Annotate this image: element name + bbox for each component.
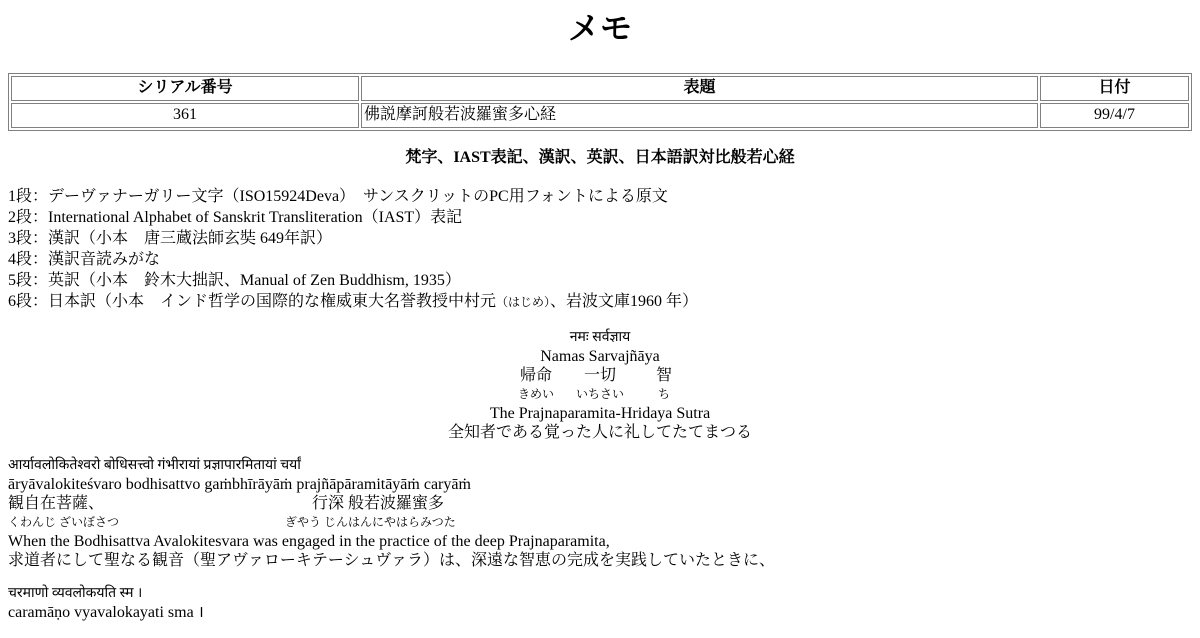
row-legend (8, 186, 1192, 312)
legend-line-6-tail: 、岩波文庫1960 年） (550, 292, 699, 310)
date-cell: 99/4/7 (1040, 103, 1189, 128)
legend-line-1: 1段：デーヴァナーガリー文字（ISO15924Deva） サンスクリットのPC用フォントによる原文 (8, 187, 668, 205)
legend-line-4: 4段：漢訳音読みがな (8, 250, 161, 268)
opening-kanji-3: 智 (655, 366, 672, 384)
verse-1-ruby-a: くわんじ ざいぼさつ (8, 514, 120, 529)
legend-line-3: 3段：漢訳（小本 唐三蔵法師玄奘 649年訳） (8, 229, 333, 247)
verse-1 (8, 456, 1192, 570)
table-header-row (11, 76, 1189, 101)
legend-line-2: 2段：International Alphabet of Sanskrit Transliteration（IAST）表記 (8, 208, 463, 226)
opening-ruby-1: きめい (517, 386, 554, 401)
page-title: メモ (567, 9, 632, 47)
legend-line-5: 5段：英訳（小本 鈴木大拙訳、Manual of Zen Buddhism, 1935） (8, 271, 461, 289)
opening-ruby (8, 385, 1192, 404)
opening-ruby-2: いちさい (575, 386, 624, 401)
title-cell: 佛説摩訶般若波羅蜜多心経 (361, 103, 1038, 128)
verse-1-kanji (8, 494, 1192, 513)
opening-kanji (8, 366, 1192, 385)
memo-page (0, 8, 1200, 622)
verse-2-iast: caramāṇo vyavalokayati sma । (8, 603, 204, 621)
opening-english: The Prajnaparamita-Hridaya Sutra (489, 404, 711, 422)
opening-ruby-3: ち (657, 386, 670, 401)
verse-1-ruby-b: ぎやう じんはんにやはらみつた (285, 514, 456, 529)
opening-kanji-1: 帰命 (519, 366, 552, 384)
legend-line-6 (8, 291, 1192, 312)
verse-2-devanagari: चरमाणो व्यवलोकयति स्म । (8, 585, 143, 601)
title-header: 表題 (361, 76, 1038, 101)
verse-1-ruby (8, 513, 1192, 532)
verse-1-japanese: 求道者にして聖なる観音（聖アヴァローキテーシュヴァラ）は、深遠な智恵の完成を実践していたときに、 (8, 551, 776, 569)
verse-1-kanji-b: 行深 般若波羅蜜多 (312, 494, 445, 512)
table-row (11, 103, 1189, 128)
opening-japanese: 全知者である覚った人に礼してたてまつる (447, 423, 752, 441)
verse-2 (8, 584, 1192, 622)
verse-1-kanji-a: 観自在菩薩、 (8, 494, 105, 512)
legend-line-6-reading: （はじめ） (496, 294, 551, 309)
opening-iast: Namas Sarvajñāya (540, 347, 660, 365)
serial-number-cell: 361 (11, 103, 359, 128)
legend-line-6-main: 6段：日本訳（小本 インド哲学の国際的な権威東大名誉教授中村元 (8, 292, 497, 310)
opening-kanji-2: 一切 (583, 366, 616, 384)
memo-info-table (8, 73, 1192, 131)
document-subtitle: 梵字、IAST表記、漢訳、英訳、日本語訳対比般若心経 (405, 149, 795, 166)
serial-number-header: シリアル番号 (11, 76, 359, 101)
verse-1-english: When the Bodhisattva Avalokitesvara was engaged in the practice of the deep Prajnaparamita, (8, 532, 610, 550)
verse-1-devanagari: आर्यावलोकितेश्वरो बोधिसत्त्वो गंभीरायां प्रज्ञापारमितायां चर्यां (8, 457, 301, 473)
date-header: 日付 (1040, 76, 1189, 101)
verse-1-iast: āryāvalokiteśvaro bodhisattvo gaṁbhīrāyāṁ prajñāpāramitāyāṁ caryāṁ (8, 475, 471, 493)
opening-invocation (8, 328, 1192, 442)
opening-devanagari: नमः सर्वज्ञाय (569, 329, 631, 345)
